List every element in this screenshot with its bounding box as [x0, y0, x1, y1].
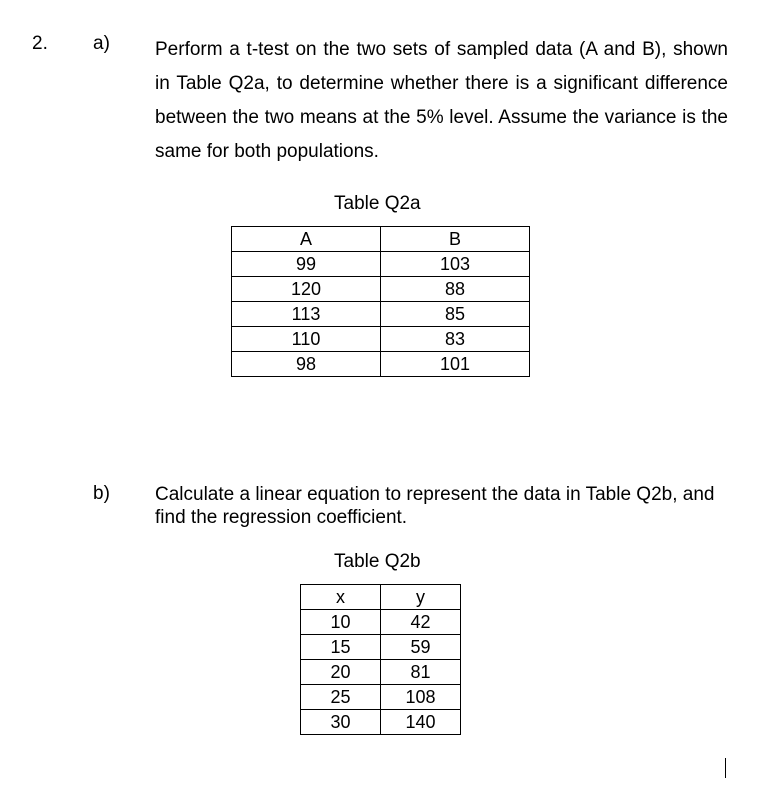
table-cell: 140	[381, 710, 461, 735]
table-cell: 99	[232, 252, 381, 277]
table-row	[301, 710, 461, 735]
table-row	[232, 302, 530, 327]
text-cursor	[725, 758, 726, 778]
table-cell: 15	[301, 635, 381, 660]
table-cell: 81	[381, 660, 461, 685]
question-number: 2.	[32, 33, 48, 54]
table-cell: 101	[381, 352, 530, 377]
table-cell: 20	[301, 660, 381, 685]
table-cell: 88	[381, 277, 530, 302]
table-cell: 120	[232, 277, 381, 302]
table-header-cell: x	[301, 585, 381, 610]
table-cell: 59	[381, 635, 461, 660]
table-row	[301, 610, 461, 635]
table-cell: 103	[381, 252, 530, 277]
table-cell: 30	[301, 710, 381, 735]
table-cell: 85	[381, 302, 530, 327]
table-cell: 110	[232, 327, 381, 352]
table-header-row	[301, 585, 461, 610]
table-q2a	[231, 226, 530, 377]
table-cell: 42	[381, 610, 461, 635]
part-a-text: Perform a t-test on the two sets of sampled data (A and B), shown in Table Q2a, to determine whether there is a significant difference between the two means at the 5% level. Assume the variance is the same for both populations.	[155, 39, 728, 162]
table-row	[232, 352, 530, 377]
table-cell: 108	[381, 685, 461, 710]
part-a-label: a)	[93, 33, 110, 54]
part-b-label: b)	[93, 483, 110, 504]
table-header-row	[232, 227, 530, 252]
table-cell: 98	[232, 352, 381, 377]
table-header-cell: A	[232, 227, 381, 252]
table-q2b	[300, 584, 461, 735]
table-row	[301, 635, 461, 660]
table-row	[232, 252, 530, 277]
table-header-cell: B	[381, 227, 530, 252]
table-cell: 113	[232, 302, 381, 327]
part-b-text: Calculate a linear equation to represent the data in Table Q2b, and find the regression coefficient.	[155, 484, 715, 528]
table-q2a-caption: Table Q2a	[334, 193, 421, 214]
table-row	[301, 660, 461, 685]
table-cell: 83	[381, 327, 530, 352]
table-cell: 10	[301, 610, 381, 635]
table-q2b-caption: Table Q2b	[334, 551, 421, 572]
table-row	[301, 685, 461, 710]
table-header-cell: y	[381, 585, 461, 610]
table-row	[232, 277, 530, 302]
table-cell: 25	[301, 685, 381, 710]
table-row	[232, 327, 530, 352]
